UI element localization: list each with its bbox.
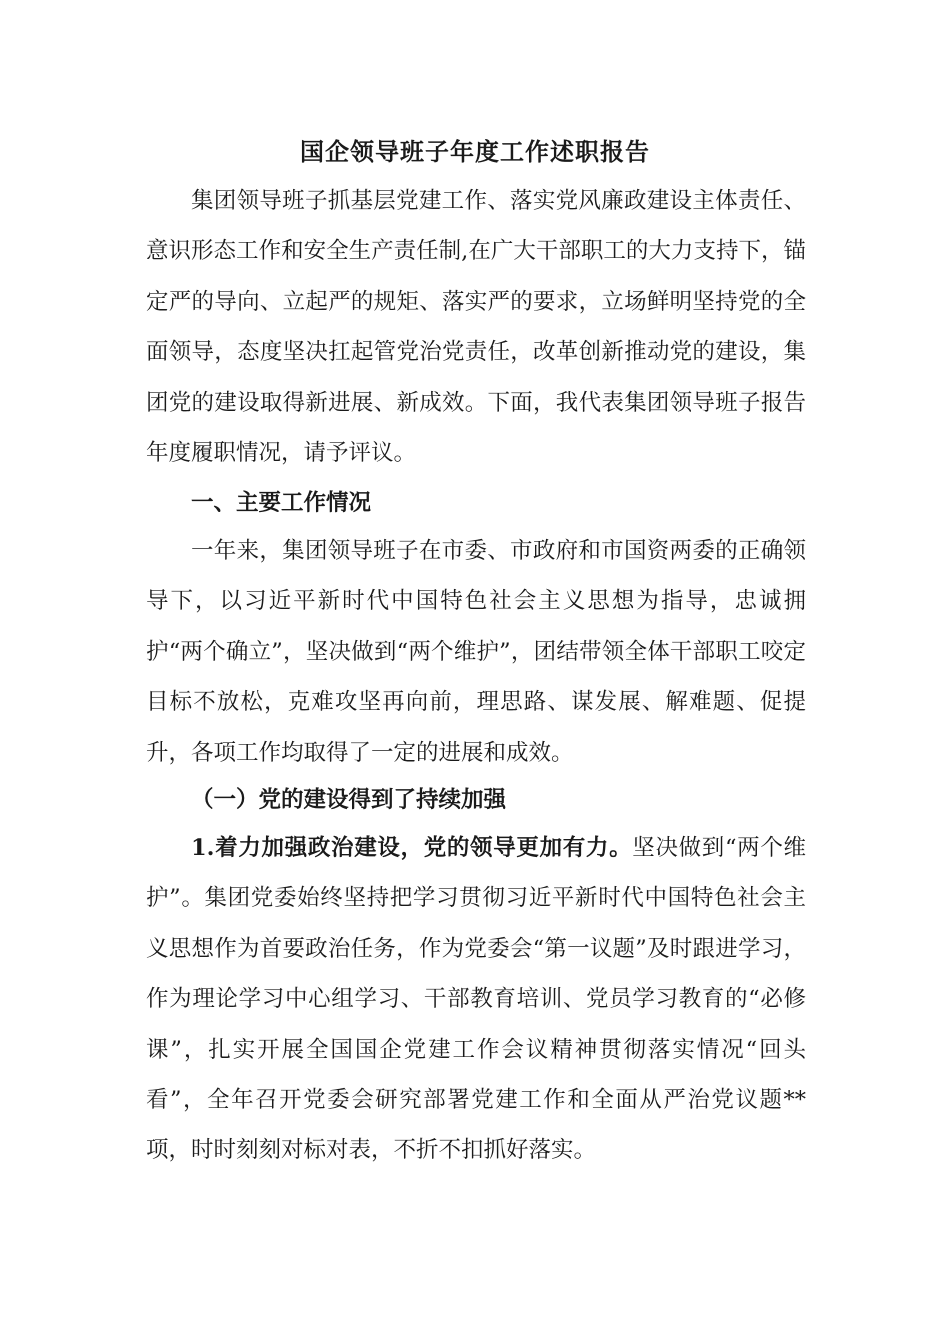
subsection-heading-party-building: （一）党的建设得到了持续加强 [191,787,507,813]
item-body-text: 坚决做到“两个维护”。集团党委始终坚持把学习贯彻习近平新时代中国特色社会主义思想作为首要政治任务，作为党委会“第一议题”及时跟进学习，作为理论学习中心组学习、干部教育培训、党员学习教育的“必修课”，扎实开展全国国企党建工作会议精神贯彻落实情况“回头看”，全年召开党委会研究部署党建工作和全面从严治党议题**项，时时刻刻对标对表，不折不扣抓好落实。 [146,835,806,1164]
item-paragraph-political-construction [146,823,806,1176]
section-heading-main-work: 一、主要工作情况 [191,490,372,516]
document-title: 国企领导班子年度工作述职报告 [300,137,650,166]
section-paragraph-main-work: 一年来，集团领导班子在市委、市政府和市国资两委的正确领导下，以习近平新时代中国特色社会主义思想为指导，忠诚拥护“两个确立”，坚决做到“两个维护”，团结带领全体干部职工咬定目标不放松，克难攻坚再向前，理思路、谋发展、解难题、促提升，各项工作均取得了一定的进展和成效。 [146,538,806,766]
intro-paragraph: 集团领导班子抓基层党建工作、落实党风廉政建设主体责任、意识形态工作和安全生产责任制,在广大干部职工的大力支持下，锚定严的导向、立起严的规矩、落实严的要求，立场鲜明坚持党的全面领导，态度坚决扛起管党治党责任，改革创新推动党的建设，集团党的建设取得新进展、新成效。下面，我代表集团领导班子报告年度履职情况，请予评议。 [146,188,806,467]
item-lead-text: 1.着力加强政治建设，党的领导更加有力。 [191,835,633,861]
